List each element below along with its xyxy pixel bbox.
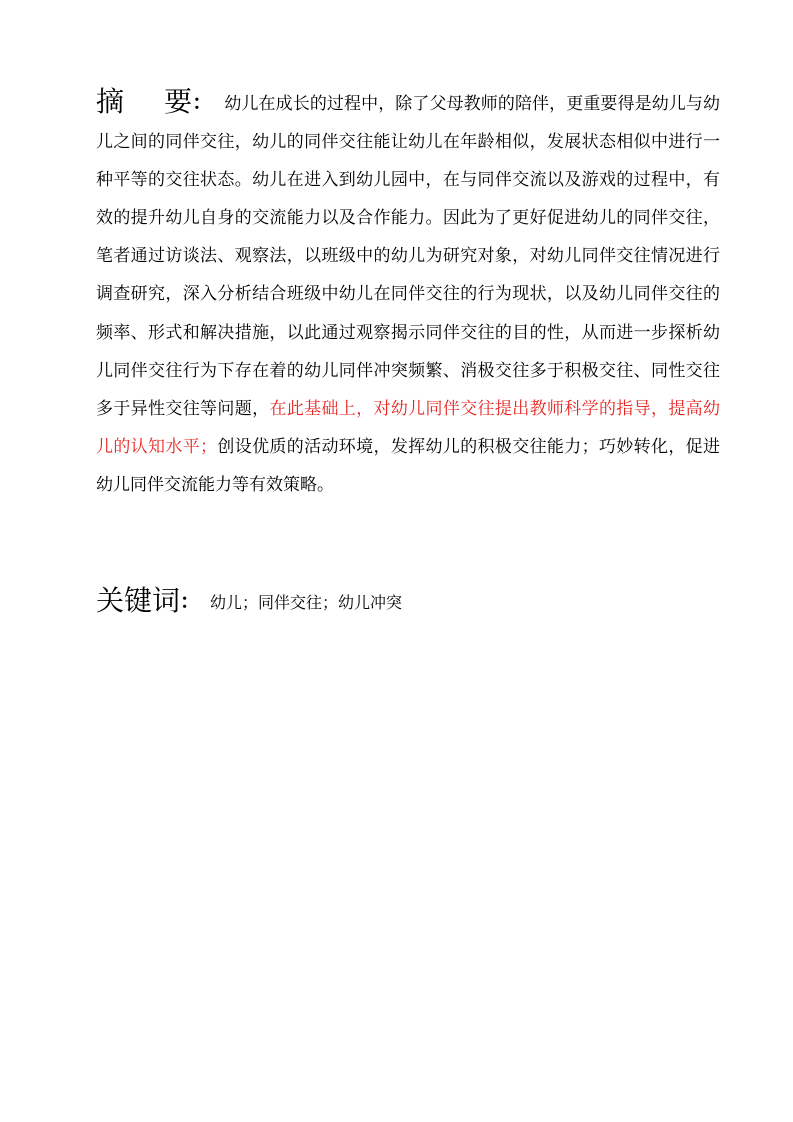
abstract-body-text: 幼儿在成长的过程中，除了父母教师的陪伴，更重要得是幼儿与幼儿之间的同伴交往，幼儿的同伴交往能让幼儿在年龄相似，发展状态相似中进行一种平等的交往状态。幼儿在进入到幼儿园中，在与同伴交流以及游戏的过程中，有效的提升幼儿自身的交流能力以及合作能力。因此为了更好促进幼儿的同伴交往，笔者通过访谈法、观察法，以班级中的幼儿为研究对象，对幼儿同伴交往情况进行调查研究，深入分析结合班级中幼儿在同伴交往的行为现状，以及幼儿同伴交往的频率、形式和解决措施，以此通过观察揭示同伴交往的目的性，从而进一步探析幼儿同伴交往行为下存在着的幼儿同伴冲突频繁、消极交往多于积极交往、同性交往多于异性交往等问题， [96,94,720,419]
abstract-heading-char-1: 摘 [96,85,125,118]
abstract-paragraph [96,83,720,504]
abstract-heading-char-2: 要 [164,85,193,118]
keywords-colon: ： [180,589,201,613]
abstract-body-text-continued: 创设优质的活动环境，发挥幼儿的积极交往能力；巧妙转化，促进幼儿同伴交流能力等有效策略。 [96,436,721,495]
abstract-highlighted-text: 在此基础上，对幼儿同伴交往提出教师科学的指导，提高幼儿的认知水平； [96,398,721,457]
keywords-line [96,579,720,625]
keywords-value: 幼儿；同伴交往；幼儿冲突 [210,593,403,612]
abstract-colon: ： [192,90,213,114]
keywords-heading: 关键词 [96,584,181,617]
abstract-heading [96,85,192,118]
